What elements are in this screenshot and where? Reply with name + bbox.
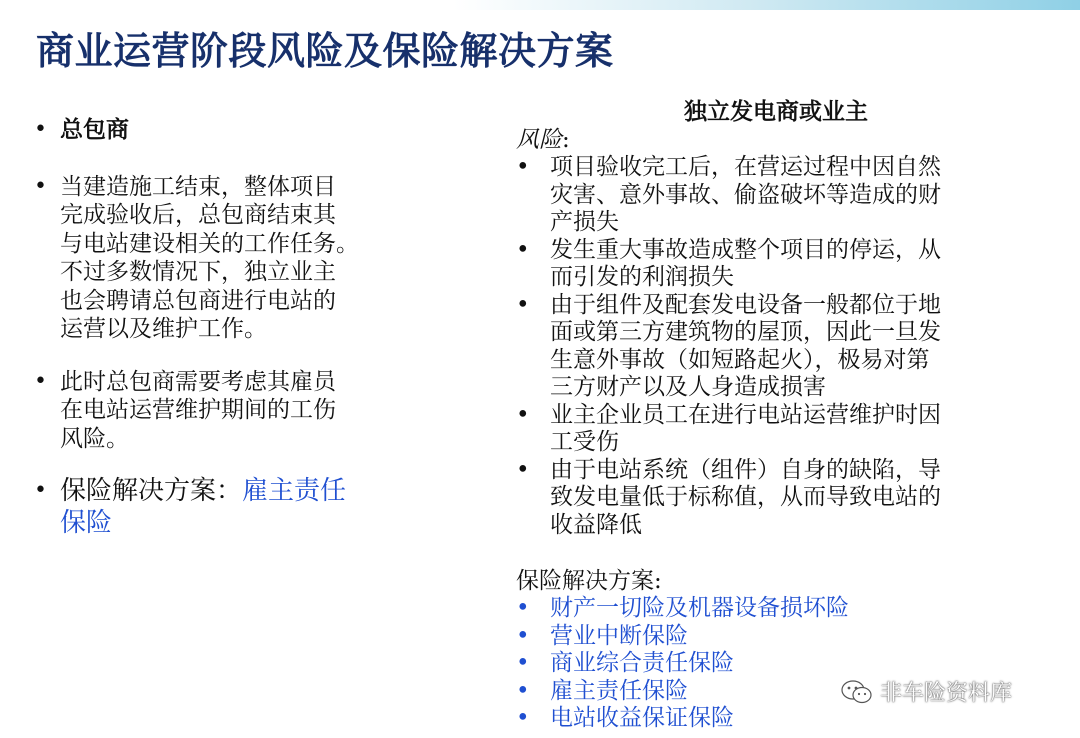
- line: 由于电站系统（组件）自身的缺陷，导: [550, 456, 941, 483]
- left-heading: 总包商: [60, 117, 129, 143]
- line: 与电站建设相关的工作任务。: [60, 230, 359, 257]
- solution-link[interactable]: 电站收益保证保险: [550, 705, 734, 731]
- bullet-icon: •: [34, 478, 47, 503]
- line: 生意外事故（如短路起火），极易对第: [550, 346, 930, 373]
- line: 此时总包商需要考虑其雇员: [60, 368, 336, 395]
- line: 产损失: [550, 209, 619, 235]
- list-item[interactable]: [516, 650, 1016, 678]
- line: 也会聘请总包商进行电站的: [60, 287, 336, 314]
- bullet-icon: •: [34, 368, 47, 394]
- solution-link[interactable]: 雇主责任保险: [550, 677, 688, 704]
- left-paragraph-1: [30, 173, 410, 344]
- solution-link[interactable]: 商业综合责任保险: [550, 650, 734, 676]
- left-solution: [30, 475, 410, 539]
- bullet-icon: •: [516, 154, 530, 180]
- bullet-icon: •: [516, 622, 530, 649]
- line: 完成验收后，总包商结束其: [60, 202, 336, 228]
- line: 发生重大事故造成整个项目的停运，从: [550, 236, 941, 263]
- solution-prefix: 保险解决方案：: [60, 476, 243, 506]
- bullet-icon: •: [516, 650, 530, 676]
- bullet-icon: •: [516, 705, 530, 731]
- right-column: [516, 98, 1016, 733]
- page-title: 商业运营阶段风险及保险解决方案: [36, 29, 614, 73]
- line: 在电站运营维护期间的工伤: [60, 397, 336, 423]
- solution-link[interactable]: 雇主责任: [242, 476, 347, 506]
- line: 工受伤: [550, 429, 619, 455]
- line: 项目验收完工后，在营运过程中因自然: [550, 154, 941, 180]
- list-item[interactable]: [516, 705, 1016, 733]
- line: 业主企业员工在进行电站运营维护时因: [550, 401, 941, 428]
- bullet-icon: •: [516, 456, 530, 483]
- list-item: [516, 402, 1016, 457]
- list-item[interactable]: [516, 595, 1016, 623]
- line: 灾害、意外事故、偷盗破坏等造成的财: [550, 181, 941, 208]
- solutions-label: 保险解决方案:: [516, 568, 662, 594]
- line: 收益降低: [550, 511, 642, 538]
- bullet-icon: •: [516, 236, 530, 263]
- line: 面或第三方建筑物的屋顶，因此一旦发: [550, 319, 941, 345]
- risk-colon: :: [562, 127, 570, 153]
- watermark: [840, 676, 1012, 707]
- list-item[interactable]: [516, 623, 1016, 651]
- left-paragraph-2: [30, 368, 410, 454]
- risk-list: [516, 154, 1016, 539]
- solution-link[interactable]: 财产一切险及机器设备损坏险: [550, 595, 849, 621]
- bullet-icon: •: [516, 291, 530, 318]
- bullet-icon: •: [516, 401, 530, 428]
- line: 而引发的利润损失: [550, 264, 734, 290]
- list-item: [516, 237, 1016, 292]
- solution-link-cont[interactable]: 保险: [60, 508, 113, 538]
- line: 致发电量低于标称值，从而导致电站的: [550, 484, 941, 510]
- bullet-icon: •: [516, 595, 530, 621]
- risk-label: 风险: [516, 127, 562, 153]
- bullet-icon: •: [34, 173, 47, 199]
- list-item: [516, 292, 1016, 402]
- bullet-icon: •: [516, 677, 530, 704]
- solution-link[interactable]: 营业中断保险: [550, 622, 688, 649]
- line: 由于组件及配套发电设备一般都位于地: [550, 291, 941, 318]
- right-header: 独立发电商或业主: [684, 99, 868, 125]
- wechat-icon: [840, 679, 874, 705]
- risk-label-row: [516, 126, 1016, 154]
- line: 三方财产以及人身造成损害: [550, 374, 826, 400]
- left-column: [30, 116, 410, 539]
- left-heading-item: [30, 116, 410, 145]
- list-item: [516, 154, 1016, 237]
- line: 风险。: [60, 425, 129, 452]
- line: 不过多数情况下，独立业主: [60, 259, 336, 285]
- top-decor-band: [0, 0, 1080, 10]
- bullet-icon: •: [34, 117, 47, 142]
- line: 运营以及维护工作。: [60, 316, 267, 342]
- solutions-list: [516, 595, 1016, 733]
- watermark-text: 非车险资料库: [880, 681, 1013, 706]
- solutions-section: [516, 567, 1016, 733]
- list-item: [516, 457, 1016, 540]
- line: 当建造施工结束，整体项目: [60, 173, 336, 200]
